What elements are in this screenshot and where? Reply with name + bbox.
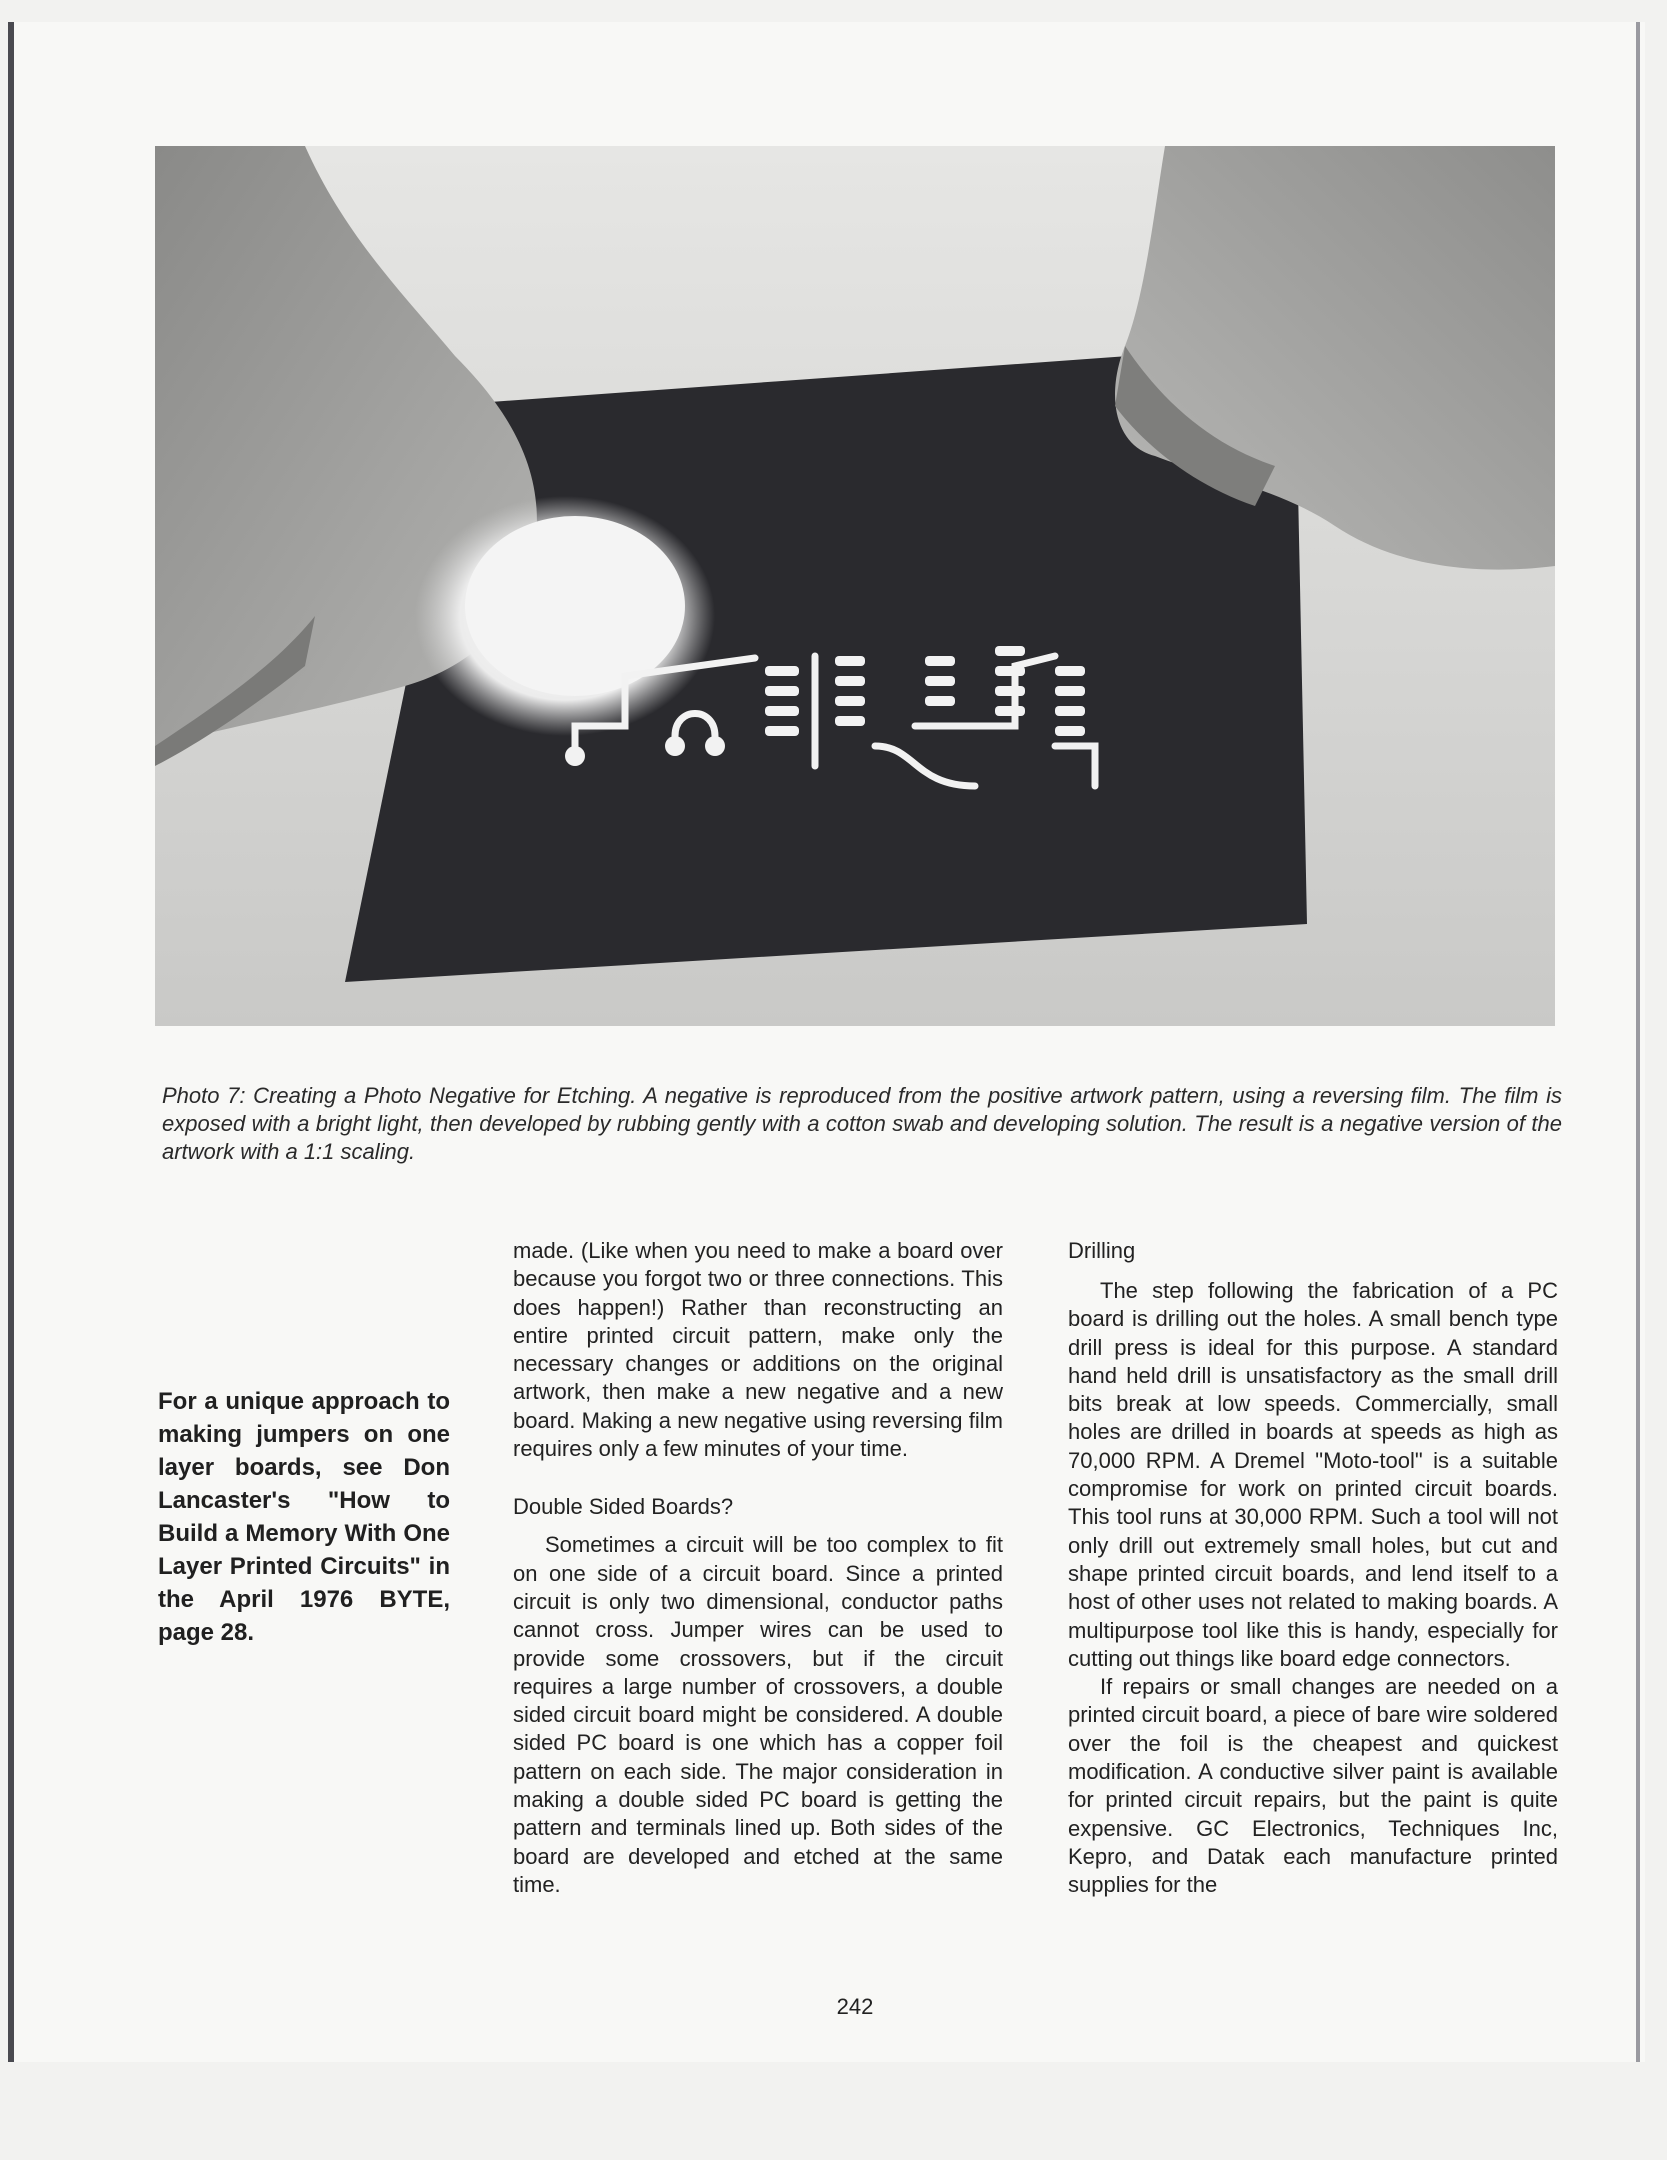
pcb-negative-photo [155, 146, 1555, 1026]
section-heading-drilling: Drilling [1068, 1238, 1136, 1263]
photo-illustration [155, 146, 1555, 1026]
page-number: 242 [836, 1994, 874, 2019]
page-edge-right [1636, 22, 1640, 2062]
photo-caption: Photo 7: Creating a Photo Negative for Etching. A negative is reproduced from the positive artwork pattern, using a reversing film. The film is exposed with a bright light, then developed by rubbing gently with a cotton swab and developing solution. The result is a negative version of the artwork with a 1:1 scaling. [162, 1083, 1562, 1164]
sidebar-note: For a unique approach to making jumpers on one layer boards, see Don Lancaster's "How to Build a Memory With One Layer Printed Circuits" in the April 1976 BYTE, page 28. [158, 1388, 450, 1646]
middle-paragraph-2: Sometimes a circuit will be too complex to fit on one side of a circuit board. Since a printed circuit is only two dimensional, conductor paths cannot cross. Jumper wires can be used to provide some crossovers, but if the circuit requires a large number of crossovers, a double sided circuit board might be considered. A double sided PC board is one which has a copper foil pattern on each side. The major consideration in making a double sided PC board is getting the pattern and terminals lined up. Both sides of the board are developed and etched at the same time. [513, 1532, 1003, 1897]
right-paragraph-1: The step following the fabrication of a PC board is drilling out the holes. A small bench type drill press is ideal for this purpose. A standard hand held drill is unsatisfactory as the small drill bits break at low speeds. Commercially, small holes are drilled in boards at speeds as high as 70,000 RPM. A Dremel "Moto-tool" is a suitable compromise for work on printed circuit boards. This tool runs at 30,000 RPM. Such a tool will not only drill out extremely small holes, but cut and shape printed circuit boards, and lend itself to a host of other uses not related to making boards. A multipurpose tool like this is handy, especially for cutting out things like board edge connectors. [1068, 1278, 1558, 1671]
middle-column [513, 1237, 1003, 1899]
page-edge-left [8, 22, 14, 2062]
right-column [1068, 1237, 1558, 1900]
right-paragraph-2: If repairs or small changes are needed on a printed circuit board, a piece of bare wire soldered over the foil is the cheapest and quickest modification. A conductive silver paint is available for printed circuit repairs, but the paint is quite expensive. GC Electronics, Techniques Inc, Kepro, and Datak each manufacture printed supplies for the [1068, 1674, 1558, 1898]
middle-paragraph-1: made. (Like when you need to make a board over because you forgot two or three connections. This does happen!) Rather than reconstructing an entire printed circuit pattern, make only the necessary changes or additions on the original artwork, then make a new negative and a new board. Making a new negative using reversing film requires only a few minutes of your time. [513, 1238, 1003, 1462]
section-heading-double-sided: Double Sided Boards? [513, 1494, 734, 1520]
